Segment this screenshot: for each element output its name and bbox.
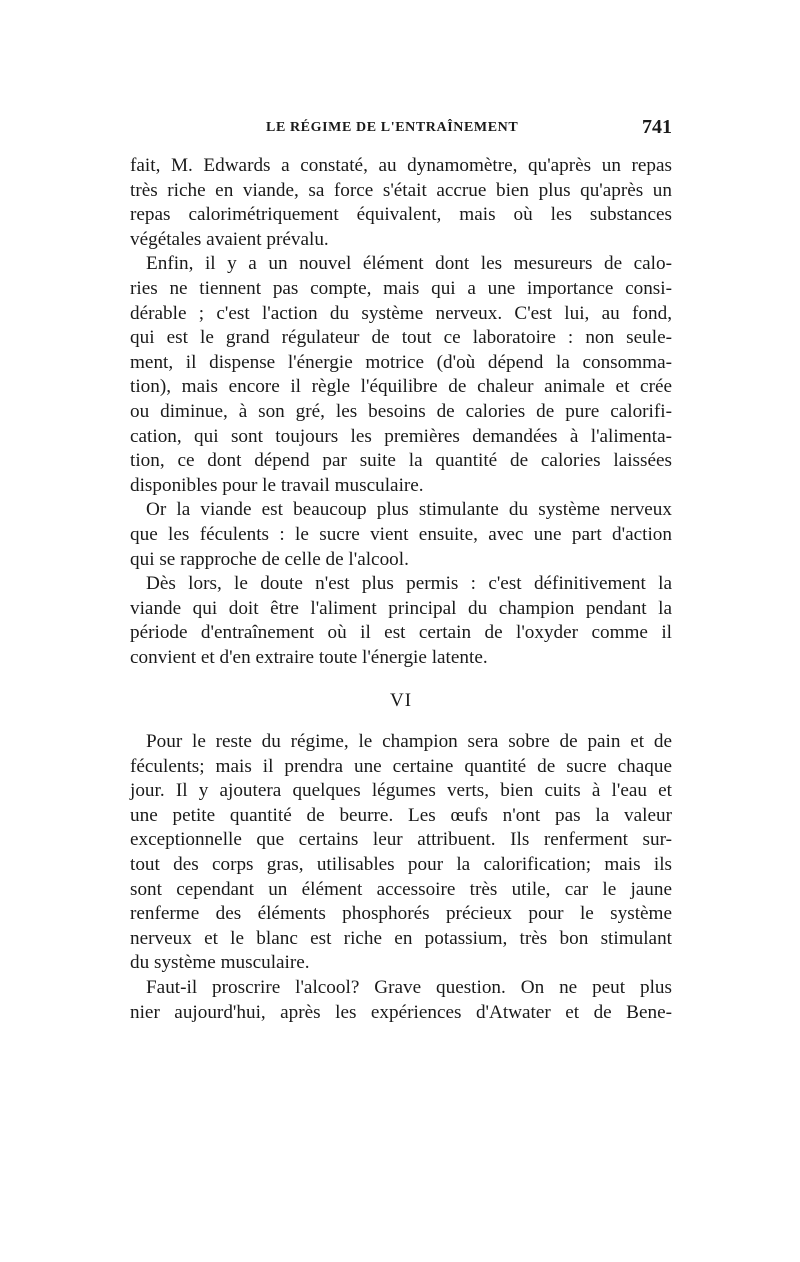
- text-block-before-section: [130, 154, 672, 670]
- text-line: convient et d'en extraire toute l'énergie latente.: [130, 646, 488, 668]
- text-line: dérable ; c'est l'action du système nerveux. C'est lui, au fond,: [130, 302, 672, 324]
- text-line: que les féculents : le sucre vient ensuite, avec une part d'action: [130, 523, 672, 545]
- text-line: sont cependant un élément accessoire très utile, car le jaune: [130, 878, 672, 900]
- text-line: période d'entraînement où il est certain de l'oxyder comme il: [130, 622, 672, 644]
- page-number: 741: [642, 116, 672, 138]
- text-line: ment, il dispense l'énergie motrice (d'où dépend la consomma-: [130, 351, 672, 373]
- text-line: Or la viande est beaucoup plus stimulante du système nerveux: [146, 499, 672, 521]
- text-line: exceptionnelle que certains leur attribuent. Ils renferment sur-: [130, 829, 672, 851]
- text-line: très riche en viande, sa force s'était accrue bien plus qu'après un: [130, 179, 672, 201]
- text-block-section-vi: [130, 730, 672, 1025]
- text-line: viande qui doit être l'aliment principal du champion pendant la: [130, 597, 672, 619]
- text-line: cation, qui sont toujours les premières demandées à l'alimenta-: [130, 425, 672, 447]
- text-line: nier aujourd'hui, après les expériences d'Atwater et de Bene-: [130, 1001, 672, 1023]
- text-line: nerveux et le blanc est riche en potassium, très bon stimulant: [130, 927, 672, 949]
- running-head: [130, 118, 672, 142]
- text-line: Pour le reste du régime, le champion sera sobre de pain et de: [146, 731, 672, 752]
- text-line: fait, M. Edwards a constaté, au dynamomètre, qu'après un repas: [130, 155, 672, 176]
- text-line: tout des corps gras, utilisables pour la calorification; mais ils: [130, 853, 672, 875]
- text-line: ries ne tiennent pas compte, mais qui a une importance consi-: [130, 277, 672, 299]
- text-line: disponibles pour le travail musculaire.: [130, 474, 424, 496]
- text-line: Enfin, il y a un nouvel élément dont les mesureurs de calo-: [146, 253, 672, 275]
- text-line: qui se rapproche de celle de l'alcool.: [130, 548, 409, 570]
- text-line: féculents; mais il prendra une certaine quantité de sucre chaque: [130, 755, 672, 777]
- text-line: du système musculaire.: [130, 952, 310, 974]
- text-line: tion), mais encore il règle l'équilibre de chaleur animale et crée: [130, 376, 672, 398]
- text-line: tion, ce dont dépend par suite la quantité de calories laissées: [130, 450, 672, 472]
- text-line: Faut-il proscrire l'alcool? Grave question. On ne peut plus: [146, 976, 672, 998]
- text-line: qui est le grand régulateur de tout ce laboratoire : non seule-: [130, 327, 672, 349]
- text-line: végétales avaient prévalu.: [130, 228, 329, 250]
- text-line: repas calorimétriquement équivalent, mais où les substances: [130, 204, 672, 226]
- running-title: LE RÉGIME DE L'ENTRAÎNEMENT: [266, 120, 519, 135]
- text-line: une petite quantité de beurre. Les œufs n'ont pas la valeur: [130, 804, 672, 826]
- section-heading: VI: [389, 690, 413, 711]
- text-line: ou diminue, à son gré, les besoins de calories de pure calorifi-: [130, 400, 672, 422]
- text-line: Dès lors, le doute n'est plus permis : c'est définitivement la: [146, 573, 672, 595]
- text-line: renferme des éléments phosphorés précieux pour le système: [130, 903, 672, 925]
- text-line: jour. Il y ajoutera quelques légumes verts, bien cuits à l'eau et: [130, 780, 672, 802]
